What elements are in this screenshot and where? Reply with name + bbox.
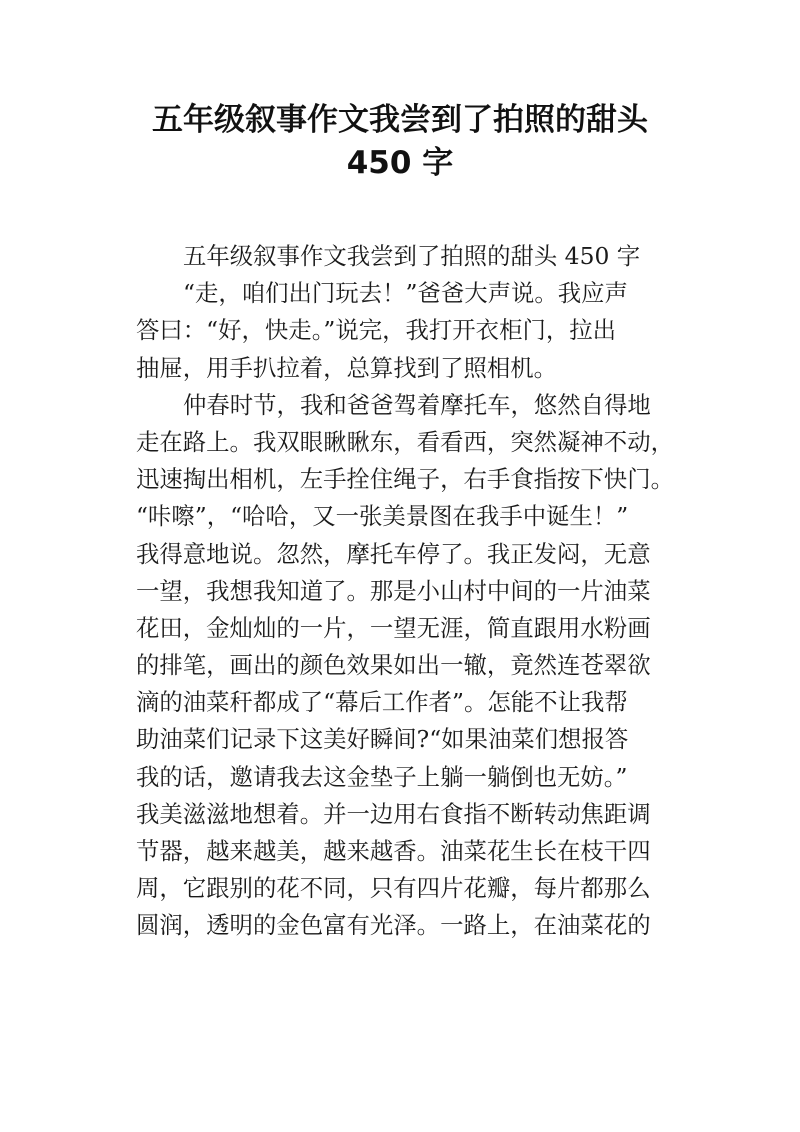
essay-line: 我的话，邀请我去这金垫子上躺一躺倒也无妨。” [136,762,628,791]
document-title-line-2: 450 字 [346,145,454,181]
essay-line: 圆润，透明的金色富有光泽。一路上，在油菜花的 [136,911,651,940]
document-title-line-1: 五年级叙事作文我尝到了拍照的甜头 [152,102,648,138]
essay-line: 抽屉，用手扒拉着，总算找到了照相机。 [136,353,558,382]
essay-line: 走在路上。我双眼瞅瞅东，看看西，突然凝神不动， [136,427,674,456]
essay-line: 助油菜们记录下这美好瞬间?“如果油菜们想报答 [136,725,629,754]
essay-line: 滴的油菜秆都成了“幕后工作者”。怎能不让我帮 [136,688,628,717]
essay-line: 我美滋滋地想着。并一边用右食指不断转动焦距调 [136,799,651,828]
essay-line: 答曰：“好，快走。”说完，我打开衣柜门，拉出 [136,316,617,345]
essay-line: “咔嚓”，“哈哈，又一张美景图在我手中诞生！” [136,502,629,531]
essay-line: 的排笔，画出的颜色效果如出一辙，竟然连苍翠欲 [136,651,651,680]
essay-line: 五年级叙事作文我尝到了拍照的甜头 450 字 [183,242,641,270]
essay-line: 我得意地说。忽然，摩托车停了。我正发闷，无意 [136,539,651,568]
essay-line: 仲春时节，我和爸爸驾着摩托车，悠然自得地 [183,390,651,419]
essay-body [136,238,696,945]
essay-line: 花田，金灿灿的一片，一望无涯，简直跟用水粉画 [136,613,651,642]
essay-line: 节器，越来越美，越来越香。油菜花生长在枝干四 [136,837,651,865]
essay-line: 周，它跟别的花不同，只有四片花瓣，每片都那么 [136,874,651,903]
essay-line: 一望，我想我知道了。那是小山村中间的一片油菜 [136,576,651,605]
essay-line: 迅速掏出相机，左手拴住绳子，右手食指按下快门。 [136,465,674,494]
essay-line: “走，咱们出门玩去！”爸爸大声说。我应声 [183,279,628,308]
